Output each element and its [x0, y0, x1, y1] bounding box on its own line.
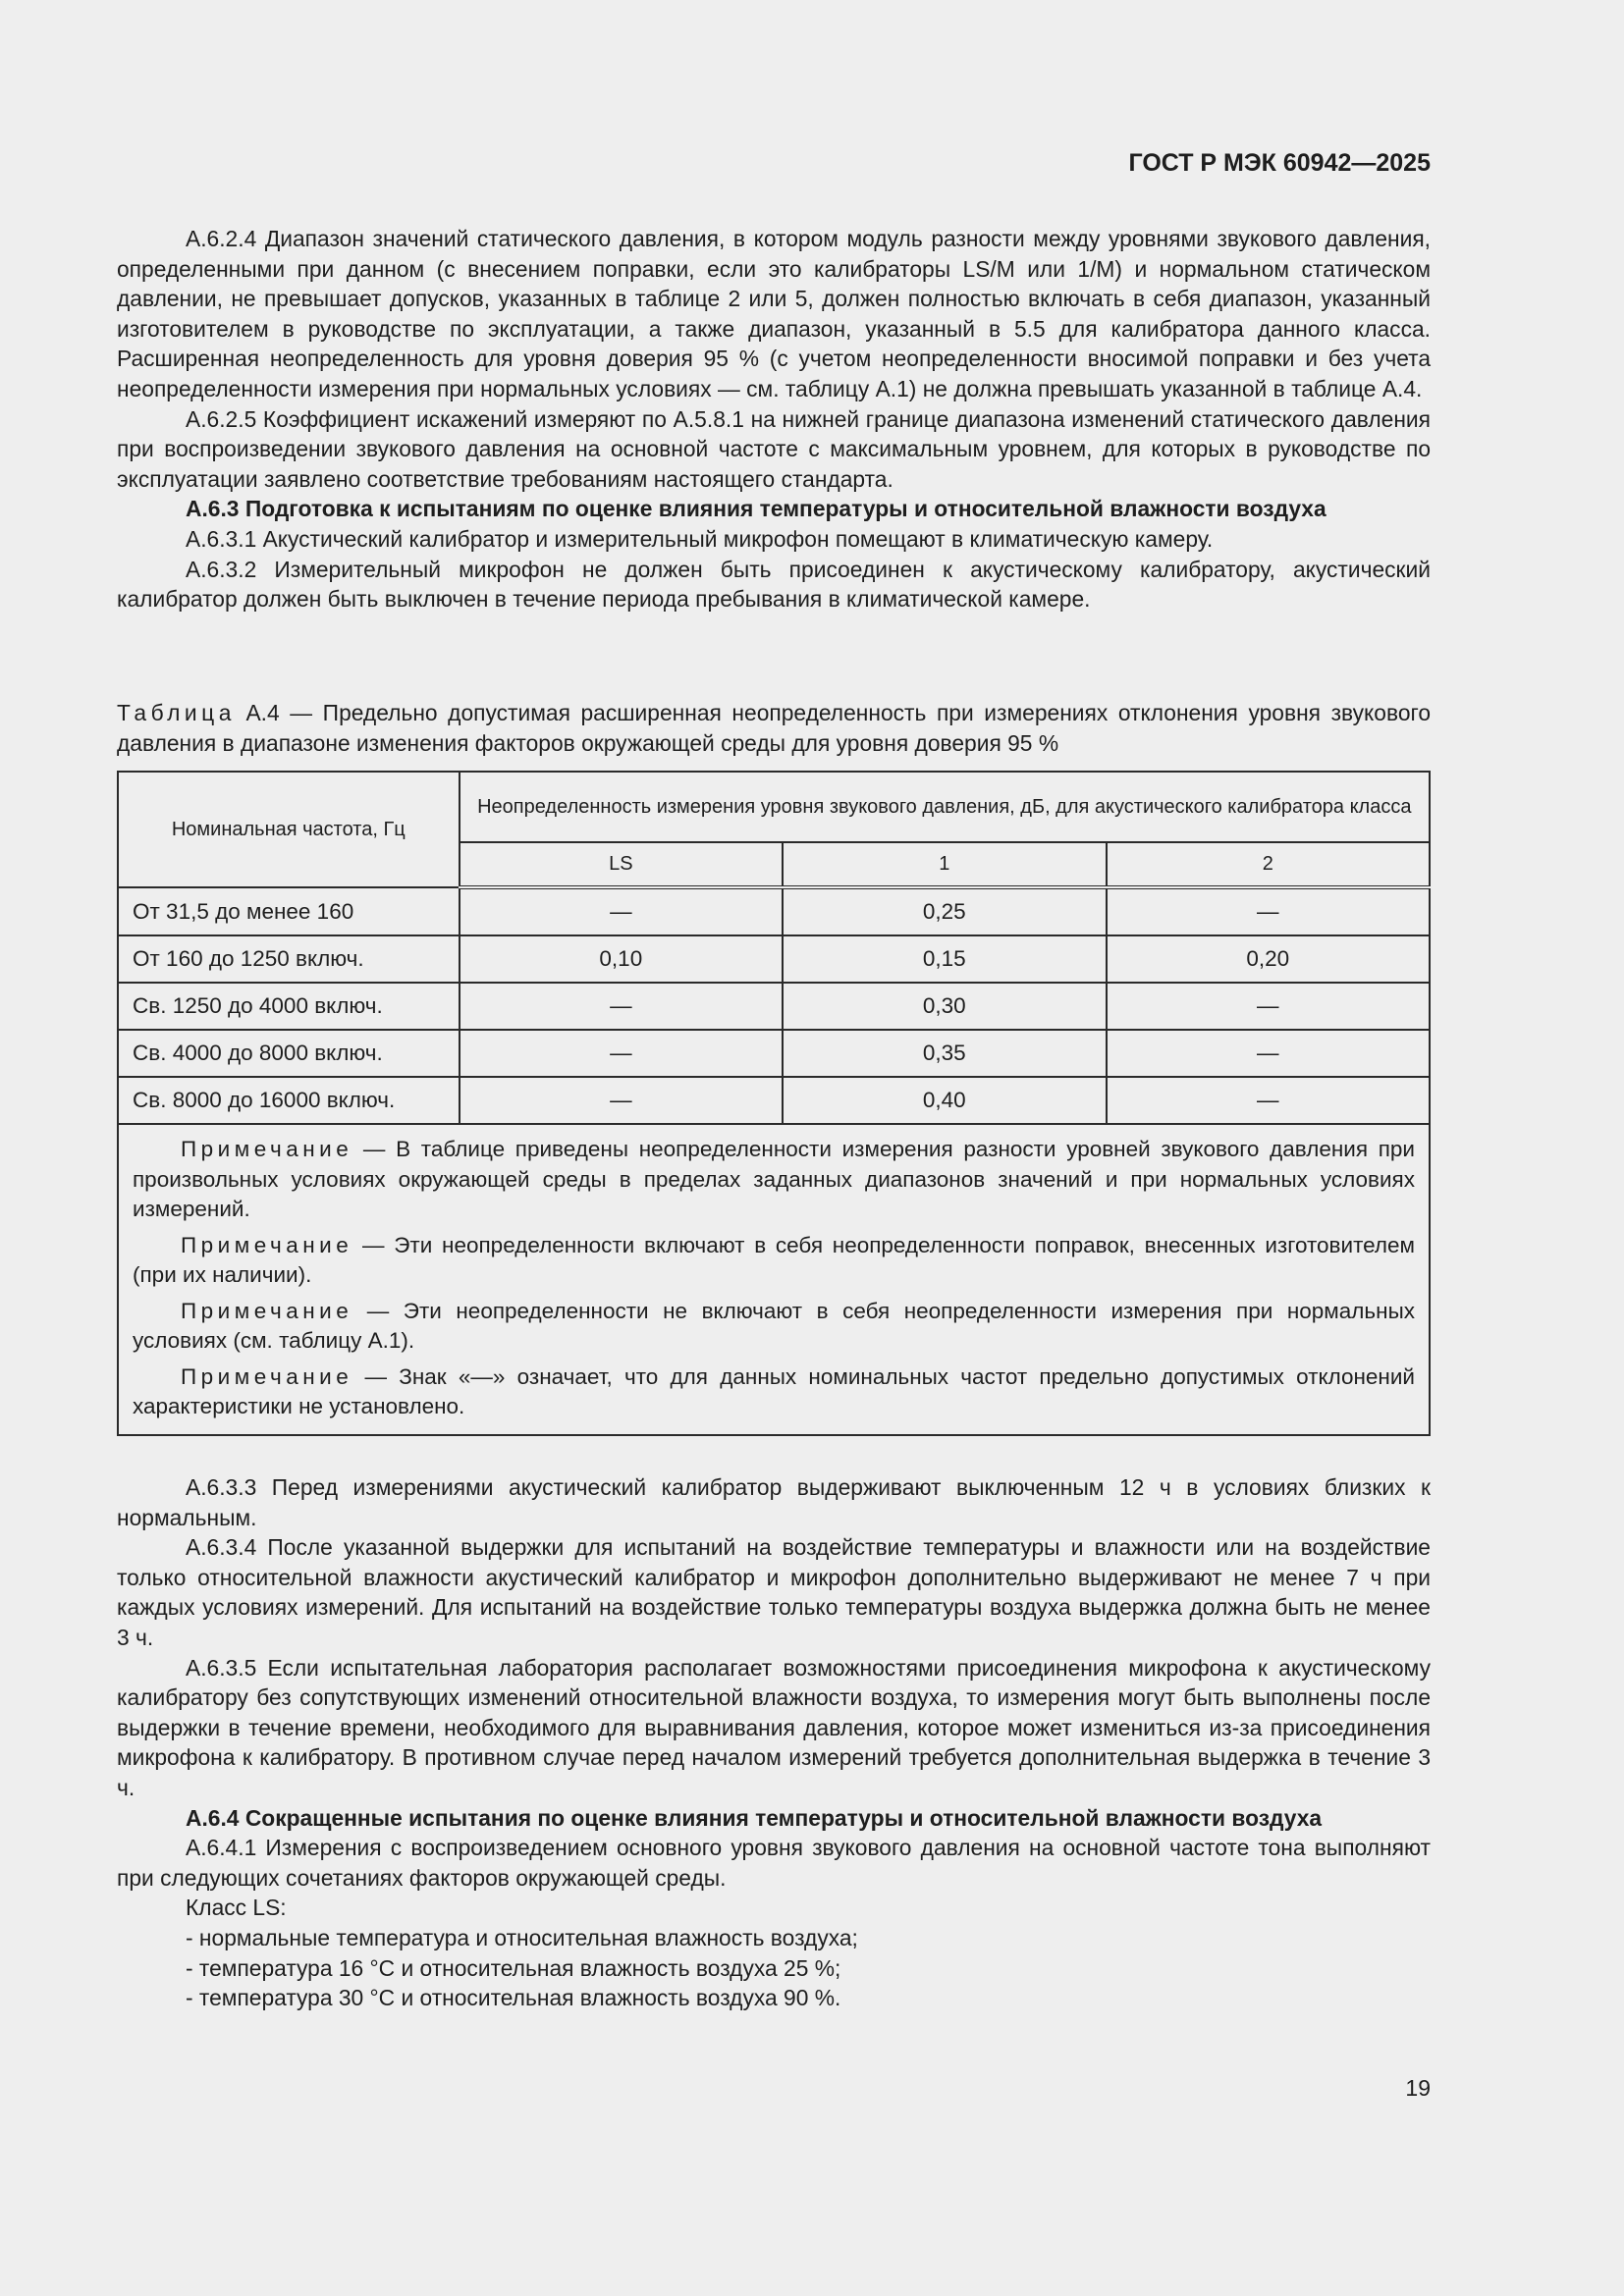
table-cell-class2: — — [1107, 1077, 1431, 1124]
table-caption-label: Таблица — [117, 700, 236, 725]
paragraph-a641: А.6.4.1 Измерения с воспроизведением основного уровня звукового давления на основной частоте тона выполняют при следующих сочетаниях факторов окружающей среды. — [117, 1835, 1431, 1891]
uncertainty-table — [117, 771, 1431, 1436]
paragraph-a625: А.6.2.5 Коэффициент искажений измеряют по А.5.8.1 на нижней границе диапазона изменений статического давления при воспроизведении звукового давления на основной частоте с максимальным уровнем, для которых в руководстве по эксплуатации заявлено соответствие требованиям настоящего стандарта. — [117, 405, 1431, 492]
paragraph-a634: А.6.3.4 После указанной выдержки для испытаний на воздействие температуры и влажности или на воздействие только относительной влажности акустический калибратор и микрофон дополнительно выдерживают не менее 7 ч при каждых условиях измерений. Для испытаний на воздействие только температуры воздуха выдержка должна быть не менее 3 ч. — [117, 1534, 1431, 1650]
class-ls-label: Класс LS: — [186, 1895, 287, 1921]
table-cell-class1: 0,40 — [783, 1077, 1106, 1124]
table-note — [133, 1135, 1415, 1225]
table-header-class-1: 1 — [783, 842, 1106, 887]
note-label: Примечание — [181, 1232, 353, 1257]
table-cell-class2: — — [1107, 983, 1431, 1030]
list-item: - температура 16 °С и относительная влажность воздуха 25 %; — [186, 1954, 841, 1981]
table-cell-class1: 0,25 — [783, 887, 1106, 935]
table-cell-class1: 0,35 — [783, 1030, 1106, 1077]
paragraph-a624: А.6.2.4 Диапазон значений статического давления, в котором модуль разности между уровнями звукового давления, определенными при данном (с внесением поправки, если это калибраторы LS/M или 1/M) и нормальном статическом давлении, не превышает допусков, указанных в таблице 2 или 5, должен полностью включать в себя диапазон, указанный изготовителем в руководстве по эксплуатации, а также диапазон, указанный в 5.5 для калибратора данного класса. Расширенная неопределенность для уровня доверия 95 % (с учетом неопределенности вносимой поправки и без учета неопределенности измерения при нормальных условиях — см. таблицу А.1) не должна превышать указанной в таблице А.4. — [117, 226, 1431, 401]
paragraph-a632: А.6.3.2 Измерительный микрофон не должен быть присоединен к акустическому калибратору, акустический калибратор должен быть выключен в течение периода пребывания в климатической камере. — [117, 556, 1431, 613]
table-cell-ls: — — [460, 887, 783, 935]
table-cell-ls: 0,10 — [460, 935, 783, 983]
heading-a64: А.6.4 Сокращенные испытания по оценке влияния температуры и относительной влажности воздуха — [186, 1804, 1323, 1831]
table-cell-ls: — — [460, 1030, 783, 1077]
note-text: — Эти неопределенности включают в себя неопределенности поправок, внесенных изготовителем (при их наличии). — [133, 1232, 1415, 1287]
table-note — [133, 1297, 1415, 1357]
table-cell-class2: — — [1107, 887, 1431, 935]
table-cell-frequency: Св. 1250 до 4000 включ. — [118, 983, 460, 1030]
table-row — [118, 887, 1430, 935]
table-cell-frequency: От 31,5 до менее 160 — [118, 887, 460, 935]
table-row — [118, 1030, 1430, 1077]
table-notes — [118, 1124, 1430, 1435]
paragraph-a635: А.6.3.5 Если испытательная лаборатория располагает возможностями присоединения микрофона к акустическому калибратору без сопутствующих изменений относительной влажности воздуха, то измерения могут быть выполнены после выдержки в течение времени, необходимого для выравнивания давления, которое может измениться из-за присоединения микрофона к калибратору. В противном случае перед началом измерений требуется дополнительная выдержка в течение 3 ч. — [117, 1654, 1431, 1800]
note-text: — Знак «—» означает, что для данных номинальных частот предельно допустимых отклонений характеристики не установлено. — [133, 1363, 1415, 1418]
table-caption-text: А.4 — Предельно допустимая расширенная неопределенность при измерениях отклонения уровня звукового давления в диапазоне изменения факторов окружающей среды для уровня доверия 95 % — [117, 700, 1431, 756]
table-header-class-2: 2 — [1107, 842, 1431, 887]
table-cell-ls: — — [460, 983, 783, 1030]
note-label: Примечание — [181, 1137, 353, 1161]
table-caption — [117, 698, 1431, 758]
document-header: ГОСТ Р МЭК 60942—2025 — [1128, 149, 1431, 177]
note-label: Примечание — [181, 1298, 353, 1323]
note-label: Примечание — [181, 1363, 353, 1389]
table-header-class-ls: LS — [460, 842, 783, 887]
table-cell-class2: 0,20 — [1107, 935, 1431, 983]
paragraph-a633: А.6.3.3 Перед измерениями акустический калибратор выдерживают выключенным 12 ч в условиях близких к нормальным. — [117, 1474, 1431, 1530]
table-header-frequency: Номинальная частота, Гц — [118, 772, 460, 887]
text-block-top — [117, 224, 1431, 614]
list-item: - нормальные температура и относительная влажность воздуха; — [186, 1924, 858, 1950]
table-header-uncertainty: Неопределенность измерения уровня звукового давления, дБ, для акустического калибратора класса — [460, 772, 1430, 842]
table-cell-frequency: От 160 до 1250 включ. — [118, 935, 460, 983]
table-cell-ls: — — [460, 1077, 783, 1124]
page-number: 19 — [1405, 2075, 1431, 2101]
paragraph-a631: А.6.3.1 Акустический калибратор и измерительный микрофон помещают в климатическую камеру. — [186, 525, 1214, 552]
table-cell-class1: 0,15 — [783, 935, 1106, 983]
text-block-bottom — [117, 1472, 1431, 2013]
note-text: — В таблице приведены неопределенности измерения разности уровней звукового давления при произвольных условиях окружающей среды в пределах заданных диапазонов значений и при нормальных условиях измерений. — [133, 1137, 1415, 1221]
table-row — [118, 983, 1430, 1030]
table-cell-frequency: Св. 8000 до 16000 включ. — [118, 1077, 460, 1124]
heading-a63: А.6.3 Подготовка к испытаниям по оценке влияния температуры и относительной влажности воздуха — [186, 496, 1326, 522]
table-row — [118, 935, 1430, 983]
table-cell-class1: 0,30 — [783, 983, 1106, 1030]
note-text: — Эти неопределенности не включают в себя неопределенности измерения при нормальных условиях (см. таблицу А.1). — [133, 1298, 1415, 1353]
table-cell-class2: — — [1107, 1030, 1431, 1077]
table-cell-frequency: Св. 4000 до 8000 включ. — [118, 1030, 460, 1077]
table-note — [133, 1231, 1415, 1291]
table-notes-row — [118, 1124, 1430, 1435]
table-note — [133, 1362, 1415, 1422]
list-item: - температура 30 °С и относительная влажность воздуха 90 %. — [186, 1985, 841, 2011]
table-row — [118, 1077, 1430, 1124]
